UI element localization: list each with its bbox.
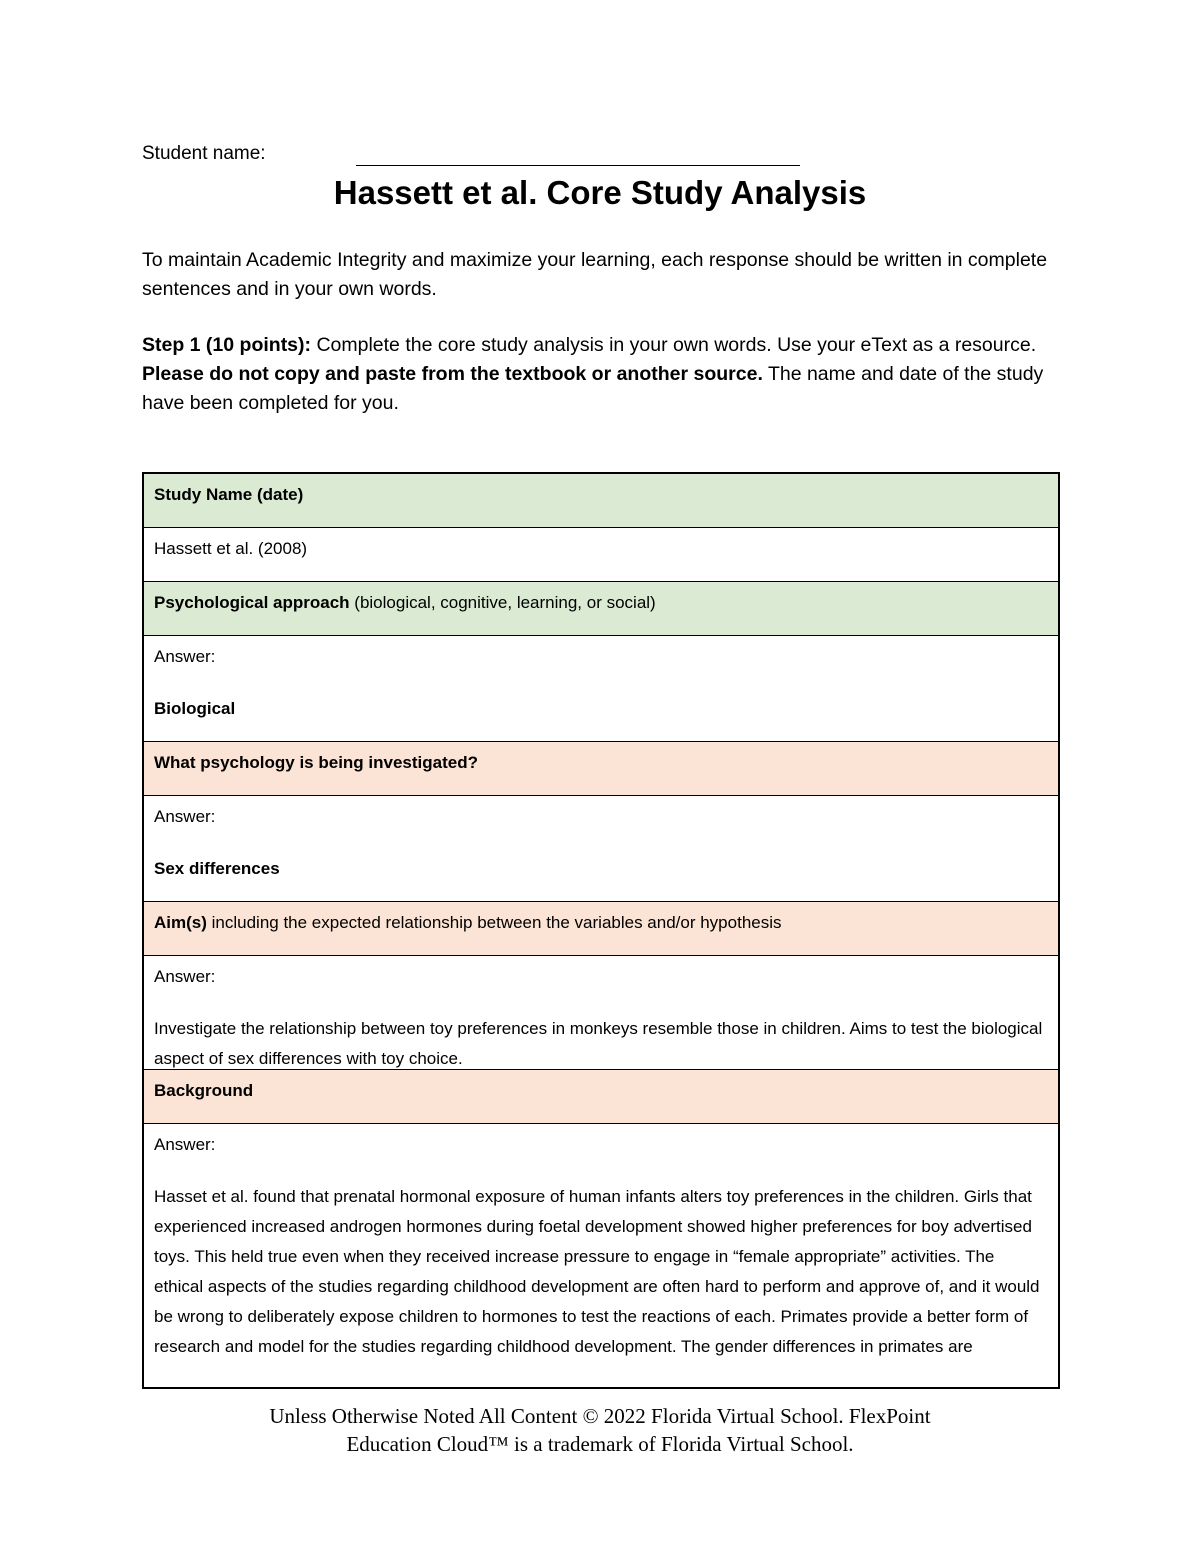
aims-header-rest: including the expected relationship between the variables and/or hypothesis — [206, 913, 782, 932]
investigated-answer-text: Sex differences — [154, 859, 280, 878]
student-name-blank-line — [356, 165, 800, 166]
investigated-header-text: What psychology is being investigated? — [154, 753, 478, 772]
copyright-footer — [0, 1402, 1200, 1458]
step-text-2: The name and date of the study have been completed for you. — [142, 363, 1044, 414]
approach-header — [144, 582, 1058, 636]
intro-paragraph: To maintain Academic Integrity and maximize your learning, each response should be written in complete sentences and in your own words. — [142, 249, 1048, 300]
aims-answer-label: Answer: — [154, 967, 216, 986]
footer-line-2: Education Cloud™ is a trademark of Florida Virtual School. — [346, 1432, 854, 1456]
study-name-header — [144, 474, 1058, 528]
approach-answer-label: Answer: — [154, 647, 216, 666]
step-text-1: Complete the core study analysis in your own words. Use your eText as a resource. — [311, 334, 1037, 356]
investigated-answer-label: Answer: — [154, 807, 216, 826]
page-title: Hassett et al. Core Study Analysis — [333, 174, 867, 211]
approach-header-bold: Psychological approach — [154, 593, 350, 612]
step-bold-warning: Please do not copy and paste from the textbook or another source. — [142, 363, 763, 385]
aims-answer-cell — [144, 956, 1058, 1070]
step-label: Step 1 (10 points): — [142, 334, 312, 356]
footer-line-1: Unless Otherwise Noted All Content © 2022 Florida Virtual School. FlexPoint — [269, 1404, 931, 1428]
analysis-table — [142, 472, 1060, 1389]
approach-answer-text: Biological — [154, 699, 236, 718]
approach-answer-cell — [144, 636, 1058, 742]
investigated-answer-cell — [144, 796, 1058, 902]
aims-header-bold: Aim(s) — [154, 913, 207, 932]
background-header — [144, 1070, 1058, 1124]
background-header-text: Background — [154, 1081, 254, 1100]
step-instructions — [142, 331, 1072, 418]
student-name-label: Student name: — [142, 143, 266, 164]
aims-header — [144, 902, 1058, 956]
background-answer-cell — [144, 1124, 1058, 1362]
aims-answer-text: Investigate the relationship between toy preferences in monkeys resemble those in children. Aims to test the biological aspect of sex differences with toy choice. — [154, 1019, 1043, 1068]
investigated-header — [144, 742, 1058, 796]
background-answer-text: Hasset et al. found that prenatal hormonal exposure of human infants alters toy preferences in the children. Girls that experienced increased androgen hormones during foetal development showed higher preferences for boy advertised toys. This held true even when they received increase pressure to engage in “female appropriate” activities. The ethical aspects of the studies regarding childhood development are often hard to perform and approve of, and it would be wrong to deliberately expose children to hormones to test the reactions of each. Primates provide a better form of research and model for the studies regarding childhood development. The gender differences in primates are — [154, 1187, 1040, 1356]
background-answer-label: Answer: — [154, 1135, 216, 1154]
study-name-value: Hassett et al. (2008) — [144, 528, 1058, 582]
study-name-header-text: Study Name (date) — [154, 485, 304, 504]
approach-header-rest: (biological, cognitive, learning, or social) — [349, 593, 656, 612]
